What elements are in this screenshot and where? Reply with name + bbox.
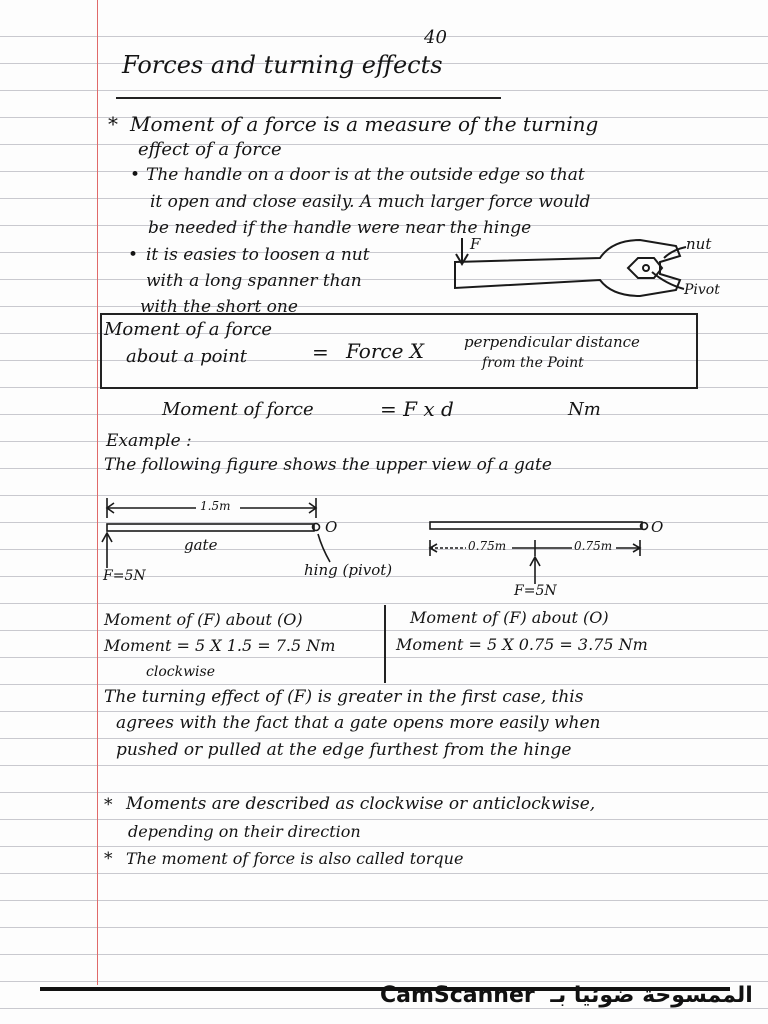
note1-line1: Moments are described as clockwise or anticlockwise, bbox=[126, 794, 596, 814]
footer-arabic: الممسوحة ضوئيا بـ bbox=[550, 983, 753, 1008]
gate2-bar bbox=[430, 522, 642, 529]
footer-camscanner: CamScanner bbox=[380, 983, 535, 1008]
definition-line1: Moment of a force is a measure of the turning bbox=[130, 112, 599, 136]
short-formula-unit: Nm bbox=[568, 399, 601, 420]
note1-line2: depending on their direction bbox=[128, 822, 361, 841]
note2-text: The moment of force is also called torque bbox=[126, 849, 464, 868]
gate2-pivot-letter: O bbox=[651, 518, 664, 536]
gate1-pivot-letter: O bbox=[325, 518, 338, 536]
short-formula-rhs: = F x d bbox=[380, 397, 454, 421]
nut-note-bullet: • bbox=[128, 245, 139, 265]
nut-note-line3: with the short one bbox=[140, 297, 298, 317]
nut-note-line1: it is easies to loosen a nut bbox=[146, 245, 370, 265]
spanner-nut-label: nut bbox=[686, 235, 712, 253]
formula-left-line1: Moment of a force bbox=[104, 319, 273, 340]
spanner-nut-pointer bbox=[664, 247, 686, 258]
gate2-force: F=5N bbox=[514, 583, 557, 599]
calc-left-line3: clockwise bbox=[146, 664, 216, 680]
gate1-distance: 1.5m bbox=[200, 499, 231, 513]
formula-equals: = bbox=[312, 340, 329, 364]
calc-left-line1: Moment of (F) about (O) bbox=[104, 610, 303, 629]
formula-force-x: Force X bbox=[346, 339, 425, 363]
example-intro: The following figure shows the upper view of a gate bbox=[104, 455, 552, 475]
gate2-distance-right: 0.75m bbox=[574, 539, 613, 553]
formula-right-line1: perpendicular distance bbox=[464, 333, 640, 351]
formula-right-line2: from the Point bbox=[482, 355, 584, 371]
door-note-line2: it open and close easily. A much larger force would bbox=[150, 192, 591, 212]
definition-line2: effect of a force bbox=[138, 139, 282, 160]
gate1-bar bbox=[107, 524, 314, 531]
gate1-hinge: hing (pivot) bbox=[304, 561, 393, 579]
definition-bullet: * bbox=[108, 112, 118, 136]
conclusion-line2: agrees with the fact that a gate opens more easily when bbox=[116, 713, 601, 733]
gate1-force: F=5N bbox=[103, 568, 146, 584]
calc-left-line2: Moment = 5 X 1.5 = 7.5 Nm bbox=[104, 636, 336, 655]
door-note-bullet: • bbox=[130, 165, 141, 185]
gate1-hinge-pointer bbox=[318, 534, 330, 562]
calc-right-line1: Moment of (F) about (O) bbox=[410, 608, 609, 627]
nut-note-line2: with a long spanner than bbox=[146, 271, 362, 291]
spanner-pivot-dot bbox=[643, 265, 649, 271]
footer-scanner-text bbox=[380, 983, 753, 1008]
gate2-diagram bbox=[430, 522, 648, 584]
door-note-line1: The handle on a door is at the outside edge so that bbox=[146, 165, 585, 185]
spanner-handle bbox=[455, 240, 680, 296]
gate1-label: gate bbox=[184, 536, 218, 554]
page-number: 40 bbox=[424, 27, 447, 48]
formula-left-line2: about a point bbox=[126, 346, 248, 367]
note2-bullet: * bbox=[104, 849, 113, 869]
page-title: Forces and turning effects bbox=[122, 51, 443, 79]
spanner-pivot-label: Pivot bbox=[684, 282, 720, 298]
door-note-line3: be needed if the handle were near the hinge bbox=[148, 218, 532, 238]
calc-right-line2: Moment = 5 X 0.75 = 3.75 Nm bbox=[396, 635, 648, 654]
short-formula-lhs: Moment of force bbox=[162, 399, 314, 420]
gate2-distance-left: 0.75m bbox=[468, 539, 507, 553]
note1-bullet: * bbox=[104, 795, 113, 815]
conclusion-line1: The turning effect of (F) is greater in the first case, this bbox=[104, 687, 584, 707]
spanner-force-label: F bbox=[470, 235, 481, 253]
spanner-diagram bbox=[455, 235, 686, 296]
gate1-diagram bbox=[102, 498, 330, 568]
conclusion-line3: pushed or pulled at the edge furthest from the hinge bbox=[116, 740, 572, 760]
example-heading: Example : bbox=[106, 431, 192, 451]
